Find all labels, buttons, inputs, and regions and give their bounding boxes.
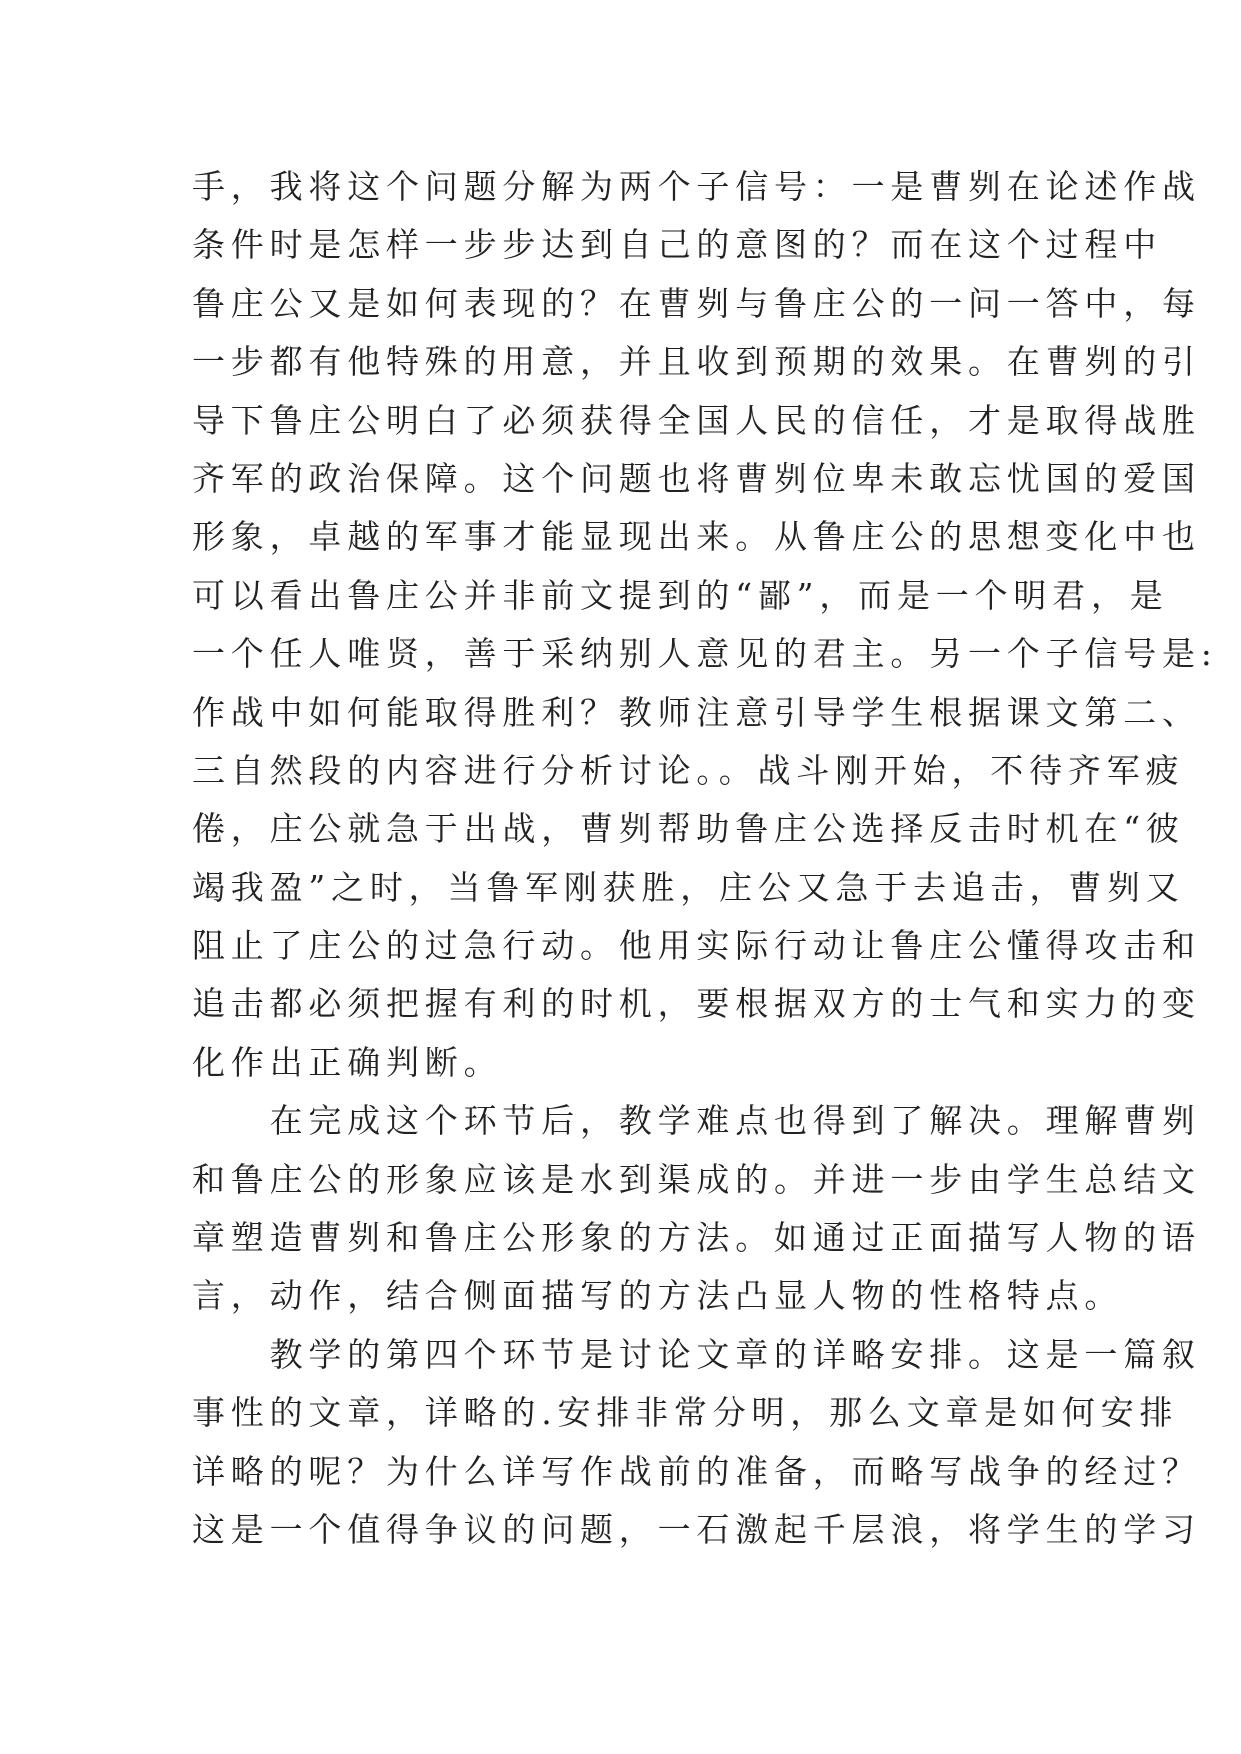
text-line: 手，我将这个问题分解为两个子信号：一是曹刿在论述作战 [192,167,1201,206]
text-line: 形象，卓越的军事才能显现出来。从鲁庄公的思想变化中也 [192,517,1201,557]
text-line: 在完成这个环节后，教学难点也得到了解决。理解曹刿 [192,1101,1201,1141]
text-line: 三自然段的内容进行分析讨论。。战斗刚开始，不待齐军疲 [192,750,1185,790]
text-line: 齐军的政治保障。这个问题也将曹刿位卑未敢忘忧国的爱国 [192,458,1201,498]
text-line: 作战中如何能取得胜利？教师注意引导学生根据课文第二、 [192,692,1201,732]
text-line: 竭我盈”之时，当鲁军刚获胜，庄公又急于去追击，曹刿又 [192,867,1185,907]
text-line: 可以看出鲁庄公并非前文提到的“鄙”，而是一个明君，是 [192,575,1169,615]
text-line: 详略的呢？为什么详写作战前的准备，而略写战争的经过？ [192,1451,1201,1491]
text-line: 追击都必须把握有利的时机，要根据双方的士气和实力的变 [192,984,1201,1024]
text-line: 一个任人唯贤，善于采纳别人意见的君主。另一个子信号是: [192,634,1218,674]
text-line: 条件时是怎样一步步达到自己的意图的？而在这个过程中 [192,225,1162,265]
text-line: 阻止了庄公的过急行动。他用实际行动让鲁庄公懂得攻击和 [192,926,1201,966]
text-line: 教学的第四个环节是讨论文章的详略安排。这是一篇叙 [192,1334,1201,1374]
text-line: 倦，庄公就急于出战，曹刿帮助鲁庄公选择反击时机在“彼 [192,809,1185,849]
body-text [192,158,1218,1559]
text-line: 这是一个值得争议的问题，一石激起千层浪，将学生的学习 [192,1509,1201,1549]
text-line: 和鲁庄公的形象应该是水到渠成的。并进一步由学生总结文 [192,1159,1201,1199]
text-line: 事性的文章，详略的.安排非常分明，那么文章是如何安排 [192,1393,1179,1433]
text-line: 一步都有他特殊的用意，并且收到预期的效果。在曹刿的引 [192,342,1201,382]
text-line: 言，动作，结合侧面描写的方法凸显人物的性格特点。 [192,1276,1124,1316]
text-line: 章塑造曹刿和鲁庄公形象的方法。如通过正面描写人物的语 [192,1218,1201,1258]
text-line: 导下鲁庄公明白了必须获得全国人民的信任，才是取得战胜 [192,400,1201,440]
text-line: 化作出正确判断。 [192,1042,503,1082]
text-line: 鲁庄公又是如何表现的？在曹刿与鲁庄公的一问一答中，每 [192,283,1201,323]
